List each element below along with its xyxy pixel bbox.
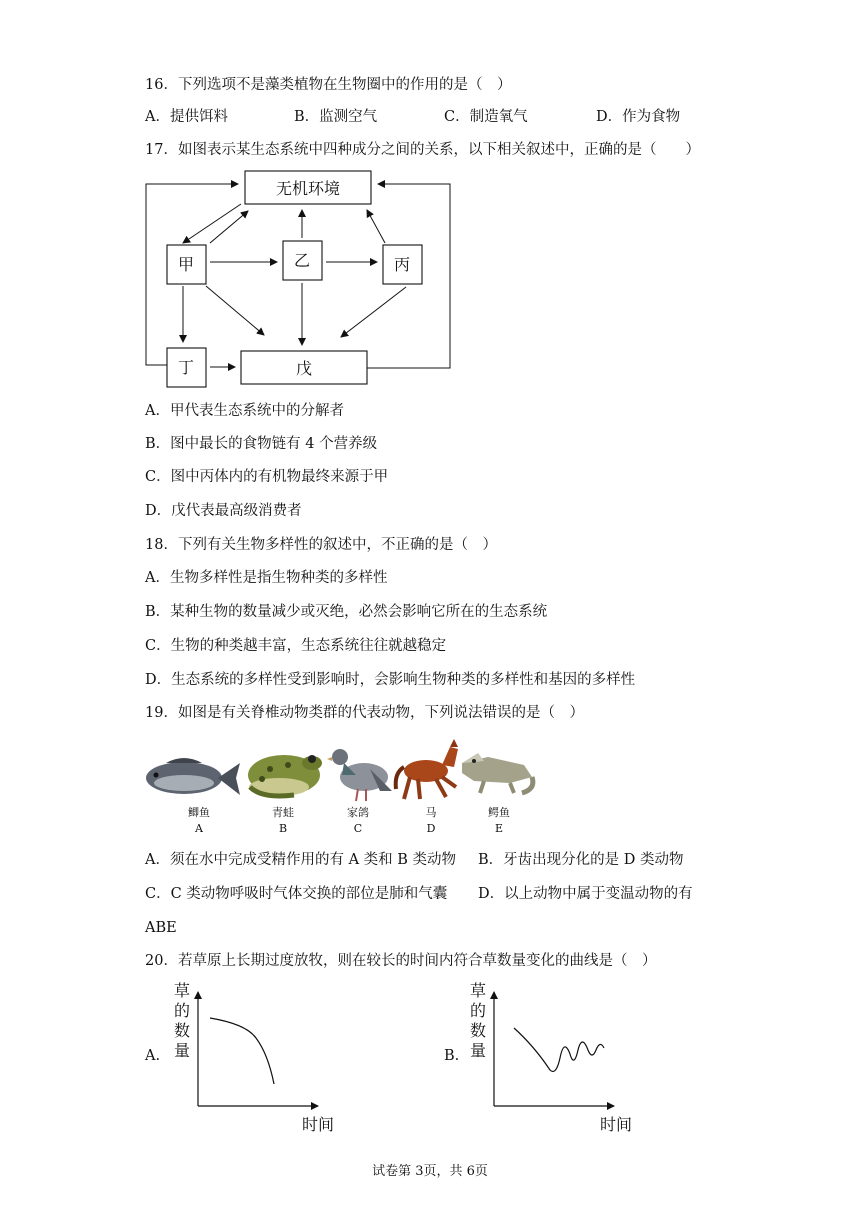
graph-a-ylabel-3: 数 (173, 1021, 191, 1040)
carp-image (146, 758, 240, 795)
animal-name-a: 鲫鱼 (188, 806, 210, 819)
page-footer: 试卷第 3页，共 6页 (372, 1164, 488, 1179)
q17-option-b: B．图中最长的食物链有 4 个营养级 (145, 436, 378, 452)
q18-option-d: D．生态系统的多样性受到影响时，会影响生物种类的多样性和基因的多样性 (145, 672, 636, 688)
q17-option-d: D．戊代表最高级消费者 (145, 503, 302, 519)
animal-name-c: 家鸽 (347, 806, 369, 819)
graph-b-ylabel-3: 数 (469, 1021, 487, 1040)
animal-name-b: 青蛙 (272, 806, 294, 819)
graph-b-ylabel-4: 量 (469, 1041, 487, 1060)
graph-a-ylabel-4: 量 (173, 1041, 191, 1060)
ecosystem-diagram (140, 168, 460, 390)
animals-illustration (144, 733, 536, 805)
q19-option-b: B．牙齿出现分化的是 D 类动物 (478, 852, 684, 868)
animal-letter-b: B (278, 822, 288, 835)
graph-a-curve (210, 1018, 274, 1084)
q19-option-d: D．以上动物中属于变温动物的有 (478, 886, 693, 902)
env-label: 无机环境 (275, 179, 341, 198)
q19-option-a: A．须在水中完成受精作用的有 A 类和 B 类动物 (145, 852, 457, 868)
jia-label: 甲 (177, 255, 195, 274)
animal-letter-e: E (494, 822, 504, 835)
animal-name-e: 鳄鱼 (488, 806, 510, 819)
animal-letter-d: D (426, 822, 436, 835)
q17-option-c: C．图中丙体内的有机物最终来源于甲 (145, 469, 389, 485)
q18-option-a: A．生物多样性是指生物种类的多样性 (145, 570, 388, 586)
graph-a-ylabel-1: 草 (173, 981, 191, 1000)
q19-option-c: C．C 类动物呼吸时气体交换的部位是肺和气囊 (145, 886, 448, 902)
graph-b-label: B. (444, 1048, 460, 1064)
wu-label: 戊 (295, 359, 313, 378)
animal-letter-a: A (195, 822, 203, 835)
q18-option-c: C．生物的种类越丰富，生态系统往往就越稳定 (145, 638, 447, 654)
graph-a-ylabel-2: 的 (173, 1001, 191, 1020)
q17-option-a: A．甲代表生态系统中的分解者 (145, 403, 344, 419)
graph-a (168, 976, 343, 1136)
graph-b-ylabel-1: 草 (469, 981, 487, 1000)
q19-option-d-continued: ABE (145, 920, 177, 936)
q16-option-b: B．监测空气 (294, 109, 378, 125)
animal-name-d: 马 (425, 806, 437, 819)
q16-option-c: C．制造氧气 (444, 109, 528, 125)
graph-b-xlabel: 时间 (599, 1115, 633, 1134)
q20-stem: 20．若草原上长期过度放牧，则在较长的时间内符合草数量变化的曲线是（ ） (145, 953, 657, 969)
graph-b-curve (514, 1028, 604, 1072)
q16-option-d: D．作为食物 (596, 109, 681, 125)
bing-label: 丙 (393, 255, 411, 274)
q17-stem: 17．如图表示某生态系统中四种成分之间的关系，以下相关叙述中，正确的是（ ） (145, 142, 700, 158)
graph-b (464, 976, 639, 1136)
crocodile-image (462, 753, 533, 793)
ding-label: 丁 (177, 358, 195, 377)
frog-image (248, 755, 322, 796)
pigeon-image (327, 749, 392, 801)
q18-stem: 18．下列有关生物多样性的叙述中，不正确的是（ ） (145, 537, 497, 553)
q18-option-b: B．某种生物的数量减少或灭绝，必然会影响它所在的生态系统 (145, 604, 548, 620)
graph-b-ylabel-2: 的 (469, 1001, 487, 1020)
animal-letter-c: C (353, 822, 363, 835)
q19-stem: 19．如图是有关脊椎动物类群的代表动物，下列说法错误的是（ ） (145, 705, 584, 721)
graph-a-xlabel: 时间 (301, 1115, 335, 1134)
horse-image (396, 739, 458, 799)
yi-label: 乙 (293, 251, 311, 270)
q16-option-a: A．提供饵料 (145, 109, 228, 125)
q16-stem: 16．下列选项不是藻类植物在生物圈中的作用的是（ ） (145, 77, 512, 93)
graph-a-label: A. (145, 1048, 161, 1064)
